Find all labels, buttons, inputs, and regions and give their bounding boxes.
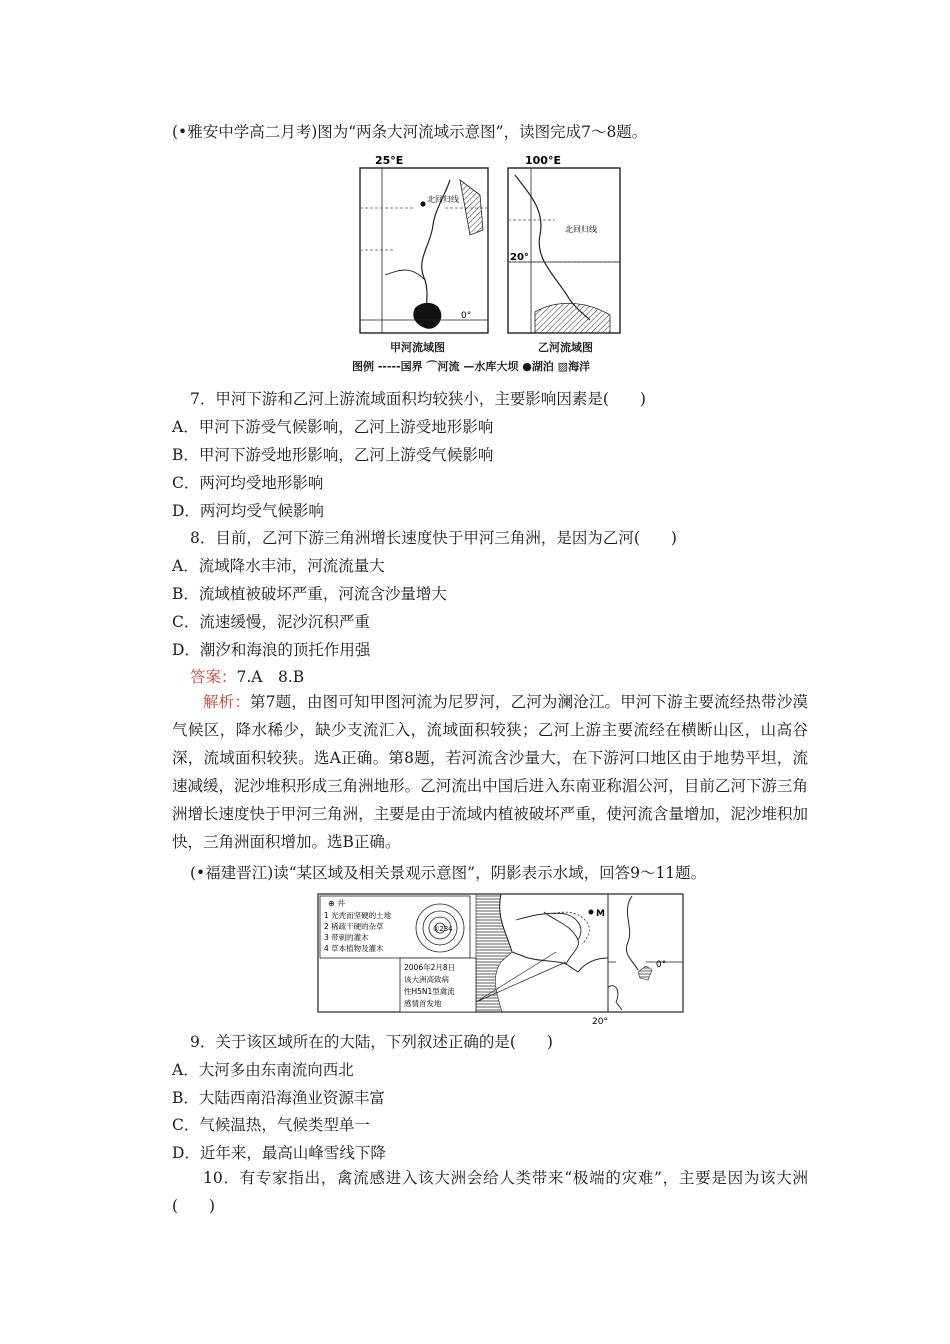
legend-border: 国界 xyxy=(400,360,423,373)
legend-dam: 水库大坝 xyxy=(474,360,519,373)
legend-lake: 湖泊 xyxy=(531,360,554,373)
note-line-4: 感情首发地 xyxy=(404,999,442,1008)
q8-option-d: D．潮汐和海浪的顶托作用强 xyxy=(172,641,371,659)
left-map-caption: 甲河流域图 xyxy=(390,341,445,354)
left-map-equator-label: 0° xyxy=(461,311,472,321)
legend-ocean: 海洋 xyxy=(568,360,591,373)
analysis-label: 解析： xyxy=(203,693,250,711)
q8-stem: 8．目前，乙河下游三角洲增长速度快于甲河三角洲，是因为乙河( ) xyxy=(190,529,677,547)
answer-text: 7.A 8.B xyxy=(236,668,305,686)
legend-river: 河流 xyxy=(437,360,460,373)
right-map-caption: 乙河流域图 xyxy=(538,341,593,354)
q9-stem: 9．关于该区域所在的大陆，下列叙述正确的是( ) xyxy=(190,1033,553,1051)
note-line-3: 性H5N1型禽流 xyxy=(404,987,455,996)
left-map-lon-label: 25°E xyxy=(375,154,404,167)
figure-region-landscape xyxy=(316,892,686,1026)
intro-q7-8: (•雅安中学高二月考)图为“两条大河流域示意图”，读图完成7～8题。 xyxy=(172,123,648,141)
legend-lake-icon: ● xyxy=(522,360,532,373)
equator-label: 0° xyxy=(656,960,667,970)
figure1-legend xyxy=(352,358,590,374)
legend-title: 图例 xyxy=(352,360,374,373)
right-map-lon-label: 100°E xyxy=(525,154,561,167)
q10-stem: 10．有专家指出，禽流感进入该大洲会给人类带来“极端的灾难”，主要是因为该大洲( ) xyxy=(172,1169,808,1215)
left-map-tropic-label: 北回归线 xyxy=(427,195,459,204)
legend-item-1: 1 光秃而坚硬的土地 xyxy=(324,911,392,920)
legend-river-icon: ⌒ xyxy=(426,360,438,373)
note-line-1: 2006年2月8日 xyxy=(404,963,456,972)
right-map-tropic-label: 北回归线 xyxy=(565,225,597,234)
legend-item-4: 4 草本植物及灌木 xyxy=(324,944,384,953)
m-label: M xyxy=(596,909,605,919)
analysis-text: 第7题，由图可知甲图河流为尼罗河，乙河为澜沧江。甲河下游主要流经热带沙漠气候区，降水稀少，缺少支流汇入，流域面积较狭；乙河上游主要流经在横断山区，山高谷深，流域面积较狭。选A正确。第8题，若河流含沙量大，在下游河口地区由于地势平坦，流速减缓，泥沙堆积形成三角洲地形。乙河流出中国后进入东南亚称湄公河，目前乙河下游三角洲增长速度快于甲河三角洲，主要是由于流域内植被破坏严重，使河流含量增加，泥沙堆积加快，三角洲面积增加。选B正确。 xyxy=(172,693,808,851)
answer-line xyxy=(190,667,304,687)
q7-option-d: D．两河均受气候影响 xyxy=(172,502,324,520)
q8-option-c: C．流速缓慢，泥沙沉积严重 xyxy=(172,613,370,631)
q7-stem: 7．甲河下游和乙河上游流域面积均较狭小，主要影响因素是( ) xyxy=(190,390,646,408)
legend-border-icon: ----- xyxy=(377,360,401,373)
ring-label: ①234 xyxy=(433,925,453,933)
q7-option-a: A．甲河下游受气候影响，乙河上游受地形影响 xyxy=(172,418,494,436)
q9-option-b: B．大陆西南沿海渔业资源丰富 xyxy=(172,1089,385,1107)
q8-option-b: B．流域植被破坏严重，河流含沙量增大 xyxy=(172,585,447,603)
q9-option-a: A．大河多由东南流向西北 xyxy=(172,1061,354,1079)
figure-region-landscape-svg xyxy=(316,892,686,1026)
q8-option-a: A．流域降水丰沛，河流流量大 xyxy=(172,557,385,575)
q7-option-b: B．甲河下游受地形影响，乙河上游受气候影响 xyxy=(172,446,494,464)
legend-item-2: 2 稀疏干硬的杂草 xyxy=(324,922,384,931)
q7-option-c: C．两河均受地形影响 xyxy=(172,474,324,492)
right-map-lat-label: 20° xyxy=(510,252,529,263)
q9-option-d: D．近年来，最高山峰雪线下降 xyxy=(172,1144,386,1162)
well-label: ⊕ 井 xyxy=(328,899,346,908)
intro-q9-11: (•福建晋江)读“某区域及相关景观示意图”，阴影表示水域，回答9～11题。 xyxy=(190,864,707,882)
note-line-2: 该大洲高致病 xyxy=(404,975,449,984)
analysis-paragraph xyxy=(172,688,808,856)
legend-item-3: 3 带刺的灌木 xyxy=(324,933,369,942)
lon-label: 20° xyxy=(592,1017,608,1026)
legend-dam-icon: — xyxy=(463,360,475,373)
answer-label: 答案： xyxy=(190,668,237,686)
legend-ocean-icon: ▨ xyxy=(557,360,569,373)
q9-option-c: C．气候温热，气候类型单一 xyxy=(172,1116,370,1134)
